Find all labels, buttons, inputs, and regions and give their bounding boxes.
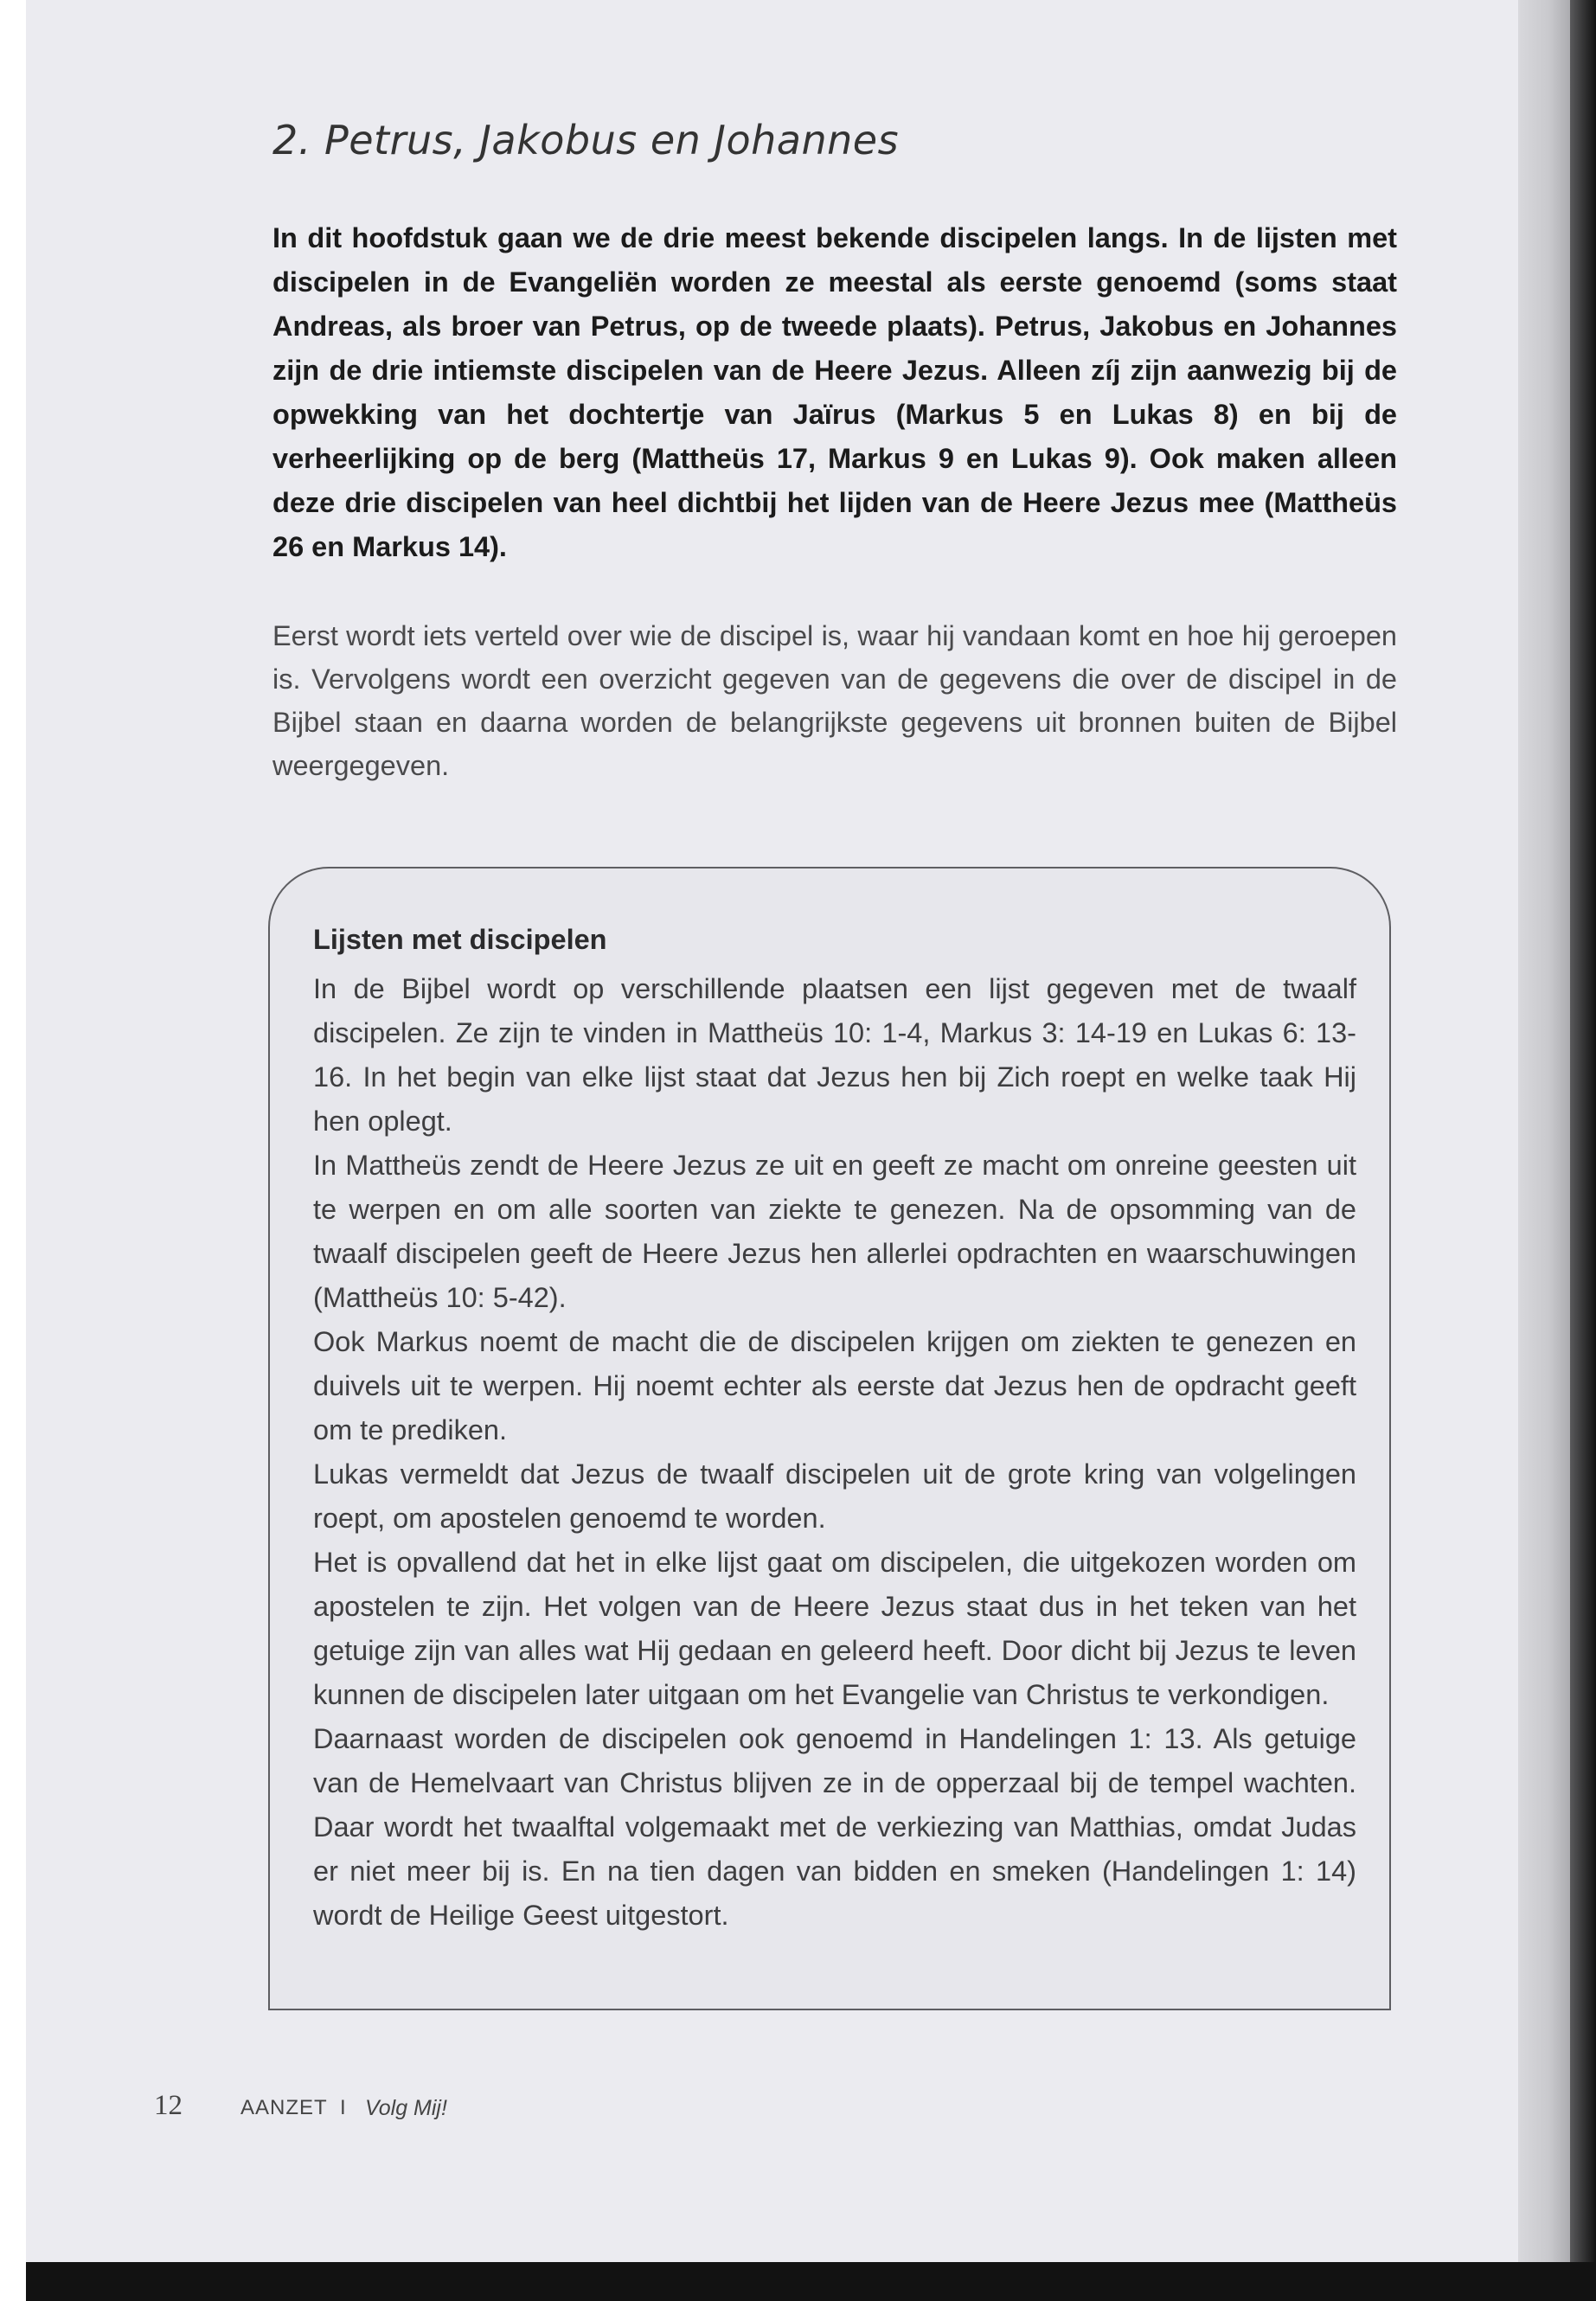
footer-issue-title: Volg Mij! [365,2096,447,2120]
intro-paragraph: In dit hoofdstuk gaan we de drie meest bekende discipelen langs. In de lijsten met discipelen in de Evangeliën worden ze meestal als eerste genoemd (soms staat Andreas, als broer van Petrus, op de tweede plaats). Petrus, Jakobus en Johannes zijn de drie intiemste discipelen van de Heere Jezus. Alleen zíj zijn aanwezig bij de opwekking van het dochtertje van Jaïrus (Markus 5 en Lukas 8) en bij de verheerlijking op de berg (Mattheüs 17, Markus 9 en Lukas 9). Ook maken alleen deze drie discipelen van heel dichtbij het lijden van de Heere Jezus mee (Mattheüs 26 en Markus 14). [272,222,1397,562]
box-paragraph: In Mattheüs zendt de Heere Jezus ze uit en geeft ze macht om onreine geesten uit te werpen en om alle soorten van ziekte te genezen. Na de opsomming van de twaalf discipelen geeft de Heere Jezus hen allerlei opdrachten en waarschuwingen (Mattheüs 10: 5-42). [313,1150,1356,1313]
box-paragraph: Daarnaast worden de discipelen ook genoemd in Handelingen 1: 13. Als getuige van de Hemelvaart van Christus blijven ze in de opperzaal bij de tempel wachten. Daar wordt het twaalftal volgemaakt met de verkiezing van Matthias, omdat Judas er niet meer bij is. En na tien dagen van bidden en smeken (Handelingen 1: 14) wordt de Heilige Geest uitgestort. [313,1723,1356,1931]
box-paragraph: Ook Markus noemt de macht die de discipelen krijgen om ziekten te genezen en duivels uit te werpen. Hij noemt echter als eerste dat Jezus hen de opdracht geeft om te prediken. [313,1326,1356,1445]
box-paragraph: In de Bijbel wordt op verschillende plaatsen een lijst gegeven met de twaalf discipelen. Ze zijn te vinden in Mattheüs 10: 1-4, Markus 3: 14-19 en Lukas 6: 13-16. In het begin van elke lijst staat dat Jezus hen bij Zich roept en welke taak Hij hen oplegt. [313,973,1356,1137]
scan-background-edge [26,2262,1596,2301]
box-paragraph: Het is opvallend dat het in elke lijst gaat om discipelen, die uitgekozen worden om apostelen te zijn. Het volgen van de Heere Jezus staat dus in het teken van het getuige zijn van alles wat Hij gedaan en geleerd heeft. Door dicht bij Jezus te leven kunnen de discipelen later uitgaan om het Evangelie van Christus te verkondigen. [313,1547,1356,1710]
book-spine-shadow [1570,0,1596,2262]
sidebar-box-body [313,967,1356,1938]
sidebar-box-heading: Lijsten met discipelen [313,924,607,955]
page-number: 12 [154,2090,183,2121]
chapter-title: 2. Petrus, Jakobus en Johannes [272,117,900,163]
footer-magazine-name: AANZET [240,2096,328,2119]
body-paragraph: Eerst wordt iets verteld over wie de discipel is, waar hij vandaan komt en hoe hij geroepen is. Vervolgens wordt een overzicht gegeven van de gegevens die over de discipel in de Bijbel staan en daarna worden de belangrijkste gegevens uit bronnen buiten de Bijbel weergegeven. [272,620,1397,781]
box-paragraph: Lukas vermeldt dat Jezus de twaalf discipelen uit de grote kring van volgelingen roept, om apostelen genoemd te worden. [313,1458,1356,1534]
footer-separator: I [340,2096,346,2119]
